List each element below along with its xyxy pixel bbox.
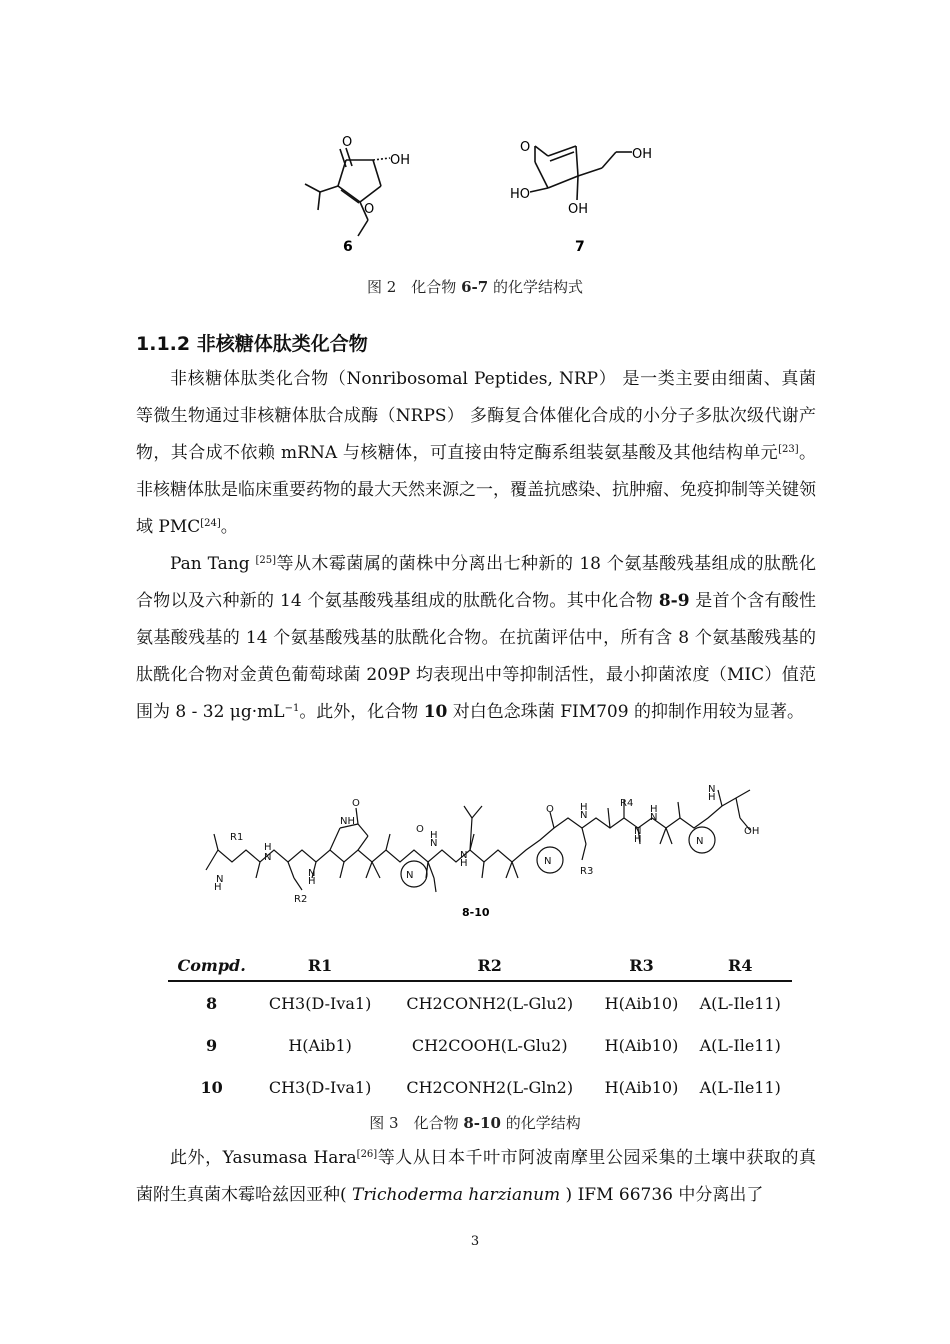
svg-text:N: N xyxy=(308,868,316,879)
svg-text:N: N xyxy=(696,836,704,847)
svg-text:H: H xyxy=(580,802,588,813)
cell-r2: CH2CONH2(L-Gln2) xyxy=(406,1077,574,1097)
header-compd: Compd. xyxy=(168,950,255,981)
page-number: 3 xyxy=(470,1234,480,1249)
svg-text:N: N xyxy=(580,810,588,821)
svg-text:OH: OH xyxy=(568,202,589,217)
paragraph-pan-tang: Pan Tang [25]等从木霉菌属的菌株中分离出七种新的 18 个氨基酸残基组成的肽酰化合物以及六种新的 14 个氨基酸残基组成的肽酰化合物。其中化合物 8-9 是首个含有酸性氨基酸残基的 14 个氨基酸残基的肽酰化合物。在抗菌评估中，所有含 8 个氨基酸残基的肽酰化合物对金黄色葡萄球菌 209P 均表现出中等抑制活性，最小抑菌浓度（MIC）值范围为 8 - 32 $\mu g\cdot mL^{-1}$。此外，化合物 10 对白色念珠菌 FIM709 的抑制作用较为显著。 xyxy=(136,554,816,722)
svg-text:N: N xyxy=(634,826,642,837)
cell-compd: 8 xyxy=(206,993,218,1013)
cell-r2: CH2COOH(L-Glu2) xyxy=(411,1035,568,1055)
header-r3: R3 xyxy=(594,950,688,981)
svg-text:O: O xyxy=(352,798,360,809)
cell-r3: H(Aib10) xyxy=(604,1035,679,1055)
cell-r2: CH2CONH2(L-Glu2) xyxy=(406,993,574,1013)
svg-text:R4: R4 xyxy=(620,798,634,809)
cell-r1: H(Aib1) xyxy=(288,1035,352,1055)
svg-text:H: H xyxy=(308,876,316,887)
cell-r4: A(L-Ile11) xyxy=(699,993,781,1013)
table-row xyxy=(168,1024,792,1066)
cell-r3: H(Aib10) xyxy=(604,993,679,1013)
table-header-row xyxy=(168,950,792,981)
svg-text:OH: OH xyxy=(632,147,653,162)
cell-r3: H(Aib10) xyxy=(604,1077,679,1097)
svg-text:N: N xyxy=(430,838,438,849)
compound-label-6: 6 xyxy=(343,239,353,255)
table-row xyxy=(168,981,792,1024)
svg-text:H: H xyxy=(430,830,438,841)
figure-3-caption: 图 3 化合物 8-10 的化学结构 xyxy=(369,1114,581,1132)
table-row xyxy=(168,1066,792,1108)
svg-text:R2: R2 xyxy=(294,894,308,905)
structure-label-8-10: 8-10 xyxy=(462,906,490,919)
svg-text:N: N xyxy=(216,874,224,885)
chemical-structure-6-7 xyxy=(280,118,700,263)
cell-compd: 9 xyxy=(206,1035,218,1055)
svg-text:N: N xyxy=(544,856,552,867)
svg-text:N: N xyxy=(264,852,272,863)
svg-text:R1: R1 xyxy=(230,832,244,843)
cell-r4: A(L-Ile11) xyxy=(699,1035,781,1055)
svg-text:O: O xyxy=(342,135,353,150)
svg-text:O: O xyxy=(520,140,531,155)
figure-3-peptide-structure xyxy=(190,778,770,923)
header-r2: R2 xyxy=(385,950,595,981)
paragraph-yasumasa-hara: 此外，Yasumasa Hara[26]等人从日本千叶市阿波南摩里公园采集的土壤中获取的真菌附生真菌木霉哈兹因亚种( Trichoderma harzianum ) IFM 66736 中分离出了 xyxy=(136,1148,817,1205)
figure-2-caption: 图 2 化合物 6-7 的化学结构式 xyxy=(367,278,583,296)
svg-text:OH: OH xyxy=(744,826,760,837)
svg-text:N: N xyxy=(708,784,716,795)
svg-text:H: H xyxy=(214,882,222,893)
section-heading: 1.1.2 非核糖体肽类化合物 xyxy=(136,333,368,355)
compound-label-7: 7 xyxy=(575,239,585,255)
header-r4: R4 xyxy=(688,950,792,981)
svg-text:O: O xyxy=(546,804,554,815)
svg-text:N: N xyxy=(650,812,658,823)
svg-text:O: O xyxy=(416,824,424,835)
svg-text:R3: R3 xyxy=(580,866,594,877)
r-group-table xyxy=(168,950,792,1108)
svg-text:HO: HO xyxy=(510,187,531,202)
cell-r1: CH3(D-Iva1) xyxy=(268,993,372,1013)
svg-text:N: N xyxy=(406,870,414,881)
cell-r4: A(L-Ile11) xyxy=(699,1077,781,1097)
paragraph-nrp-intro: 非核糖体肽类化合物（Nonribosomal Peptides, NRP） 是一类主要由细菌、真菌等微生物通过非核糖体肽合成酶（NRPS） 多酶复合体催化合成的小分子多肽次级代谢产物，其合成不依赖 mRNA 与核糖体，可直接由特定酶系组装氨基酸及其他结构单元[23]。非核糖体肽是临床重要药物的最大天然来源之一，覆盖抗感染、抗肿瘤、免疫抑制等关键领域 PMC[24]。 xyxy=(136,369,816,537)
svg-text:H: H xyxy=(460,858,468,869)
cell-r1: CH3(D-Iva1) xyxy=(268,1077,372,1097)
cell-compd: 10 xyxy=(200,1077,223,1097)
peptide-backbone-drawing xyxy=(190,778,770,923)
svg-text:H: H xyxy=(708,792,716,803)
header-r1: R1 xyxy=(255,950,385,981)
svg-text:N: N xyxy=(460,850,468,861)
figure-2-structures xyxy=(280,118,700,263)
svg-text:H: H xyxy=(634,834,642,845)
svg-text:OH: OH xyxy=(390,153,411,168)
svg-text:NH: NH xyxy=(340,816,355,827)
svg-text:H: H xyxy=(650,804,658,815)
svg-text:H: H xyxy=(264,842,272,853)
svg-text:O: O xyxy=(364,202,375,217)
